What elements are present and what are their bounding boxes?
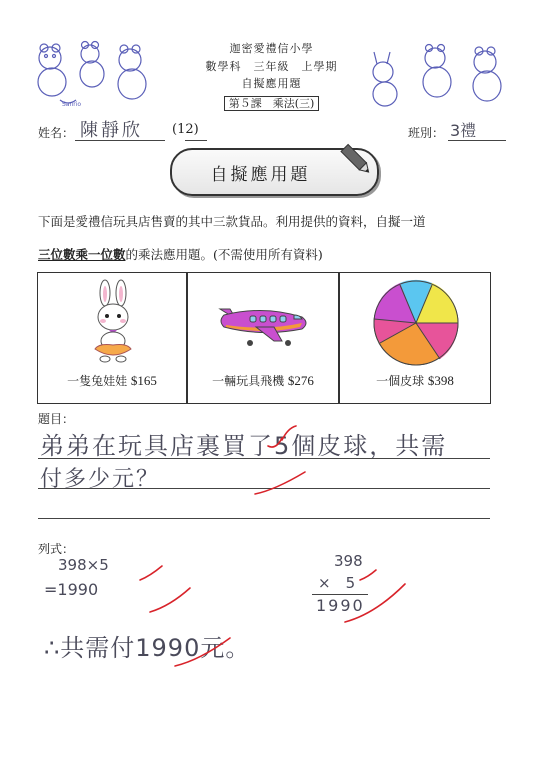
- class-value: 3禮: [450, 121, 477, 140]
- toy-plane-image: [216, 291, 312, 351]
- vertical-multiplier: × 5: [318, 574, 356, 592]
- product-price: $165: [130, 373, 157, 388]
- answer-rule-3: [38, 518, 490, 519]
- class-number: (12): [172, 122, 199, 137]
- vertical-top: 398: [334, 552, 363, 570]
- question-answer-line-1: 弟弟在玩具店裏買了5個皮球，共需: [40, 432, 448, 460]
- number-underline: [185, 140, 207, 141]
- product-name: 一隻兔娃娃: [67, 374, 128, 388]
- name-value: 陳靜欣: [80, 120, 143, 141]
- product-name: 一輛玩具飛機: [212, 374, 285, 388]
- lesson-label: 第５課 乘法(三): [224, 96, 320, 111]
- answer-rule-2: [38, 488, 490, 489]
- final-answer: ∴共需付1990元。: [44, 634, 251, 662]
- question-answer-line-2: 付多少元？: [40, 467, 161, 492]
- beach-ball-image: [370, 277, 462, 369]
- rabbit-doll-image: [83, 279, 143, 365]
- instruction-line-2: 的乘法應用題。(不需使用所有資料): [125, 247, 323, 262]
- school-name: 迦密愛禮信小學: [229, 42, 314, 55]
- working-expression: 398×5: [58, 556, 109, 574]
- working-label: 列式：: [38, 542, 75, 556]
- vertical-rule: [312, 594, 368, 595]
- worksheet-title: 自擬應用題: [241, 77, 302, 90]
- subject-line: 數學科 三年級 上學期: [205, 60, 338, 73]
- banner-title: 自擬應用題: [210, 165, 311, 185]
- working-result: =1990: [44, 580, 99, 599]
- answer-rule-1: [38, 458, 490, 459]
- question-label: 題目：: [38, 412, 75, 426]
- pencil-icon: [338, 140, 378, 180]
- product-card-ball: [339, 272, 491, 404]
- product-card-rabbit: [37, 272, 187, 404]
- vertical-result: 1990: [316, 596, 365, 615]
- svg-text:Sanrio: Sanrio: [62, 101, 82, 108]
- product-name: 一個皮球: [376, 374, 425, 388]
- instruction-line-1: 下面是愛禮信玩具店售賣的其中三款貨品。利用提供的資料，自擬一道: [38, 214, 426, 229]
- name-label: 姓名：: [38, 126, 75, 140]
- instruction-highlight: 三位數乘一位數: [38, 247, 126, 262]
- class-label: 班別：: [408, 126, 445, 140]
- product-price: $276: [287, 373, 314, 388]
- product-card-plane: [187, 272, 339, 404]
- class-underline: [448, 140, 506, 141]
- product-price: $398: [427, 373, 454, 388]
- name-underline: [75, 140, 165, 141]
